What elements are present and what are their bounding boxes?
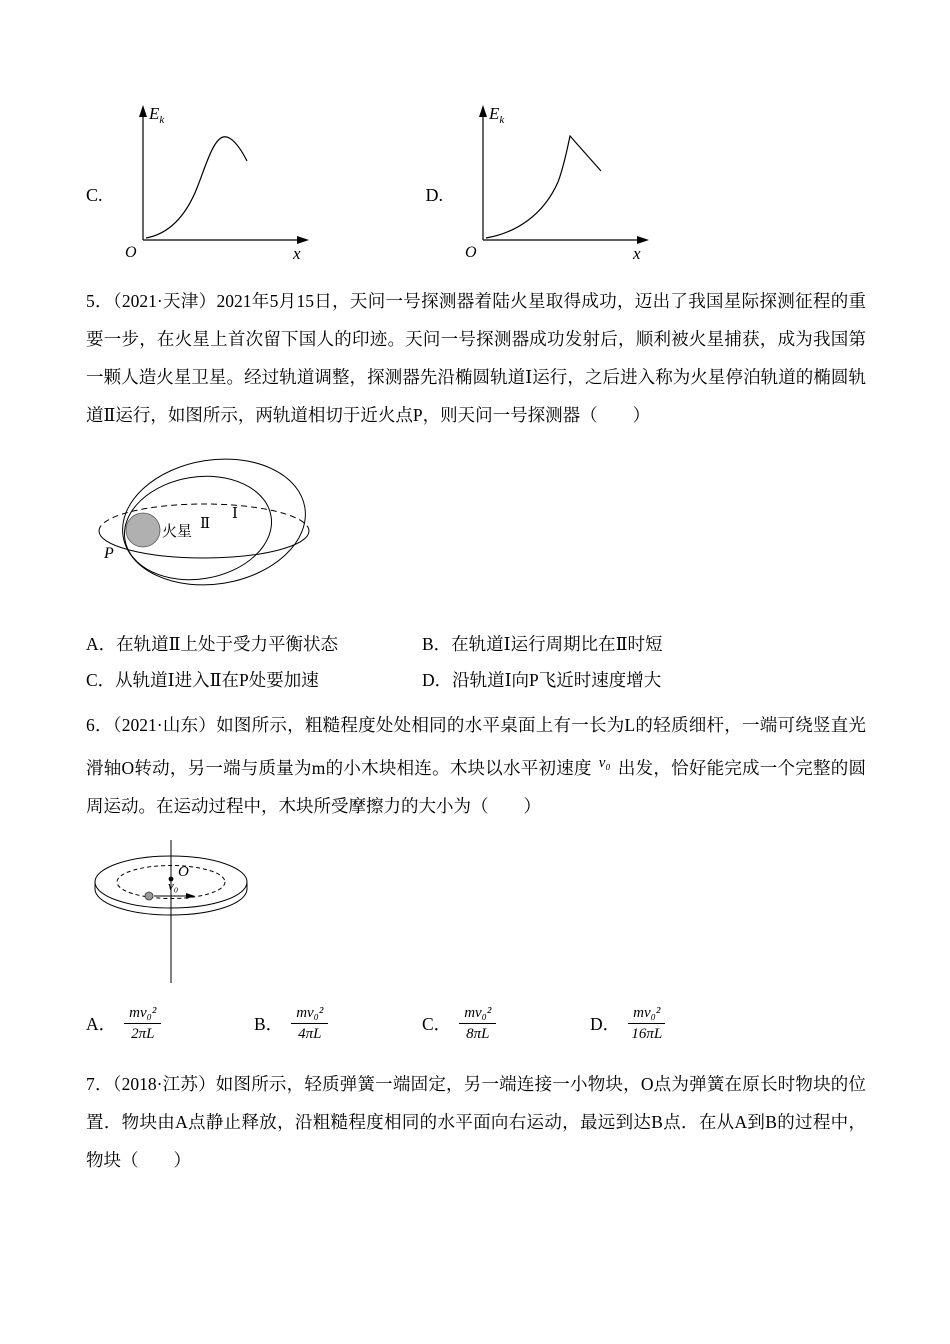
perigee-p-label: P — [104, 545, 114, 562]
q6-text-post: 出发，恰好能完成一个完整的圆周运动。在运动过程中，木块所受摩擦力的大小为（ ） — [86, 758, 867, 816]
q6-option-d-letter: D． — [590, 1013, 621, 1034]
x-axis-arrow-icon — [637, 236, 649, 244]
y-axis-arrow-icon — [479, 105, 487, 117]
ek-x-graph-d — [453, 100, 658, 262]
mars-planet — [126, 513, 160, 547]
q6-option-d-fraction: $\frac{\text{mv₀²}}{16\pi L}$ — [628, 1004, 665, 1043]
v0-label: v₀ — [168, 878, 179, 893]
mars-orbit-svg — [86, 444, 328, 620]
x-axis-arrow-icon — [297, 236, 309, 244]
orbit-2-label: Ⅱ — [200, 516, 211, 532]
x-axis-label: x — [292, 244, 301, 262]
q6-v0-inline: v₀ — [598, 755, 611, 771]
x-axis-label: x — [633, 244, 641, 262]
q5-option-c: C．从轨道Ⅰ进入Ⅱ在P处要加速 — [86, 670, 319, 690]
rotating-disk-svg — [88, 837, 310, 987]
question-5-text: 5．（2021·天津）2021年5月15日，天问一号探测器着陆火星取得成功，迈出了我国星际探测征程的重要一步，在火星上首次留下国人的印迹。天问一号探测器成功发射后，顺利被火星捕获，成为我国第一颗人造火星卫星。经过轨道调整，探测器先沿椭圆轨道Ⅰ运行，之后进入称为火星停泊轨道的椭圆轨道Ⅱ运行，如图所示，两轨道相切于近火点P，则天问一号探测器（ ） — [86, 291, 866, 425]
y-axis-label: $E_k$ — [148, 104, 164, 126]
o-point-label: O — [178, 864, 189, 880]
q6-option-b-letter: B． — [254, 1013, 284, 1034]
q6-option-b-fraction: $\frac{\text{mv₀²}}{4\pi L}$ — [291, 1004, 328, 1043]
graph-option-c — [86, 100, 318, 262]
q6-option-a-letter: A． — [86, 1013, 117, 1034]
mars-label: 火星 — [162, 524, 193, 540]
q6-option-c-letter: C． — [422, 1013, 452, 1034]
mars-orbit-figure — [86, 444, 866, 620]
ek-x-graph-c — [113, 100, 318, 262]
block-dot — [145, 892, 153, 900]
question-6-text — [86, 706, 866, 825]
y-axis-arrow-icon — [139, 105, 147, 117]
q6-option-c — [422, 1004, 590, 1043]
q5-option-a: A．在轨道Ⅱ上处于受力平衡状态 — [86, 634, 339, 654]
graph-c-letter: C. — [86, 184, 103, 205]
q6-option-b — [254, 1004, 422, 1043]
q6-option-d — [590, 1004, 758, 1043]
ek-curve-c — [146, 137, 247, 238]
q5-option-d: D．沿轨道Ⅰ向P飞近时速度增大 — [422, 670, 662, 690]
q6-text-pre: 6．（2021·山东）如图所示，粗糙程度处处相同的水平桌面上有一长为L的轻质细杆，一端可绕竖直光滑轴O转动，另一端与质量为m的小木块相连。木块以水平初速度 — [86, 715, 866, 778]
graph-d-letter: D. — [425, 184, 444, 205]
question-5-options — [86, 626, 866, 698]
question-6-options — [86, 997, 866, 1049]
ek-curve-d — [486, 136, 601, 238]
q5-option-b: B．在轨道Ⅰ运行周期比在Ⅱ时短 — [422, 634, 663, 654]
rotating-disk-figure — [88, 837, 866, 987]
graph-option-d — [426, 100, 659, 262]
question-7-text: 7．（2018·江苏）如图所示，轻质弹簧一端固定，另一端连接一小物块，O点为弹簧在原长时物块的位置．物块由A点静止释放，沿粗糙程度相同的水平面向右运动，最远到达B点．在从A到B的过程中，物块（ ） — [86, 1074, 866, 1170]
answer-graphs-row — [86, 100, 866, 262]
orbit-1-label: Ⅰ — [232, 506, 238, 522]
q6-option-a-fraction: $\frac{\text{mv₀²}}{2\pi L}$ — [124, 1004, 161, 1043]
origin-label: O — [465, 244, 477, 261]
origin-label: O — [124, 244, 137, 261]
y-axis-label: $E_k$ — [489, 104, 505, 126]
q6-option-c-fraction: $\frac{\text{mv₀²}}{8\pi L}$ — [459, 1004, 496, 1043]
q6-option-a — [86, 1004, 254, 1043]
